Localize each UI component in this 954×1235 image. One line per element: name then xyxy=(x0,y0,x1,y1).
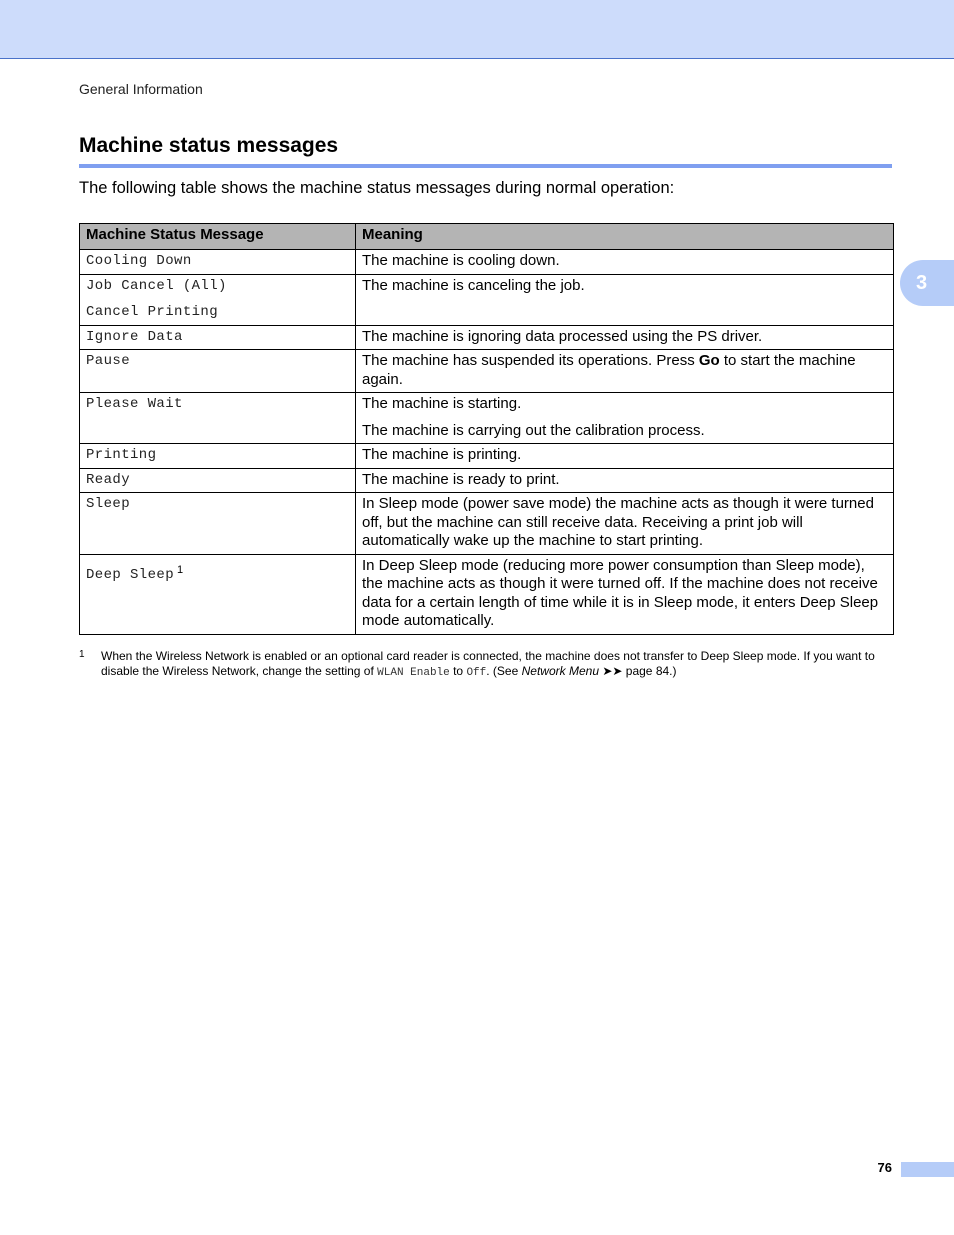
page-number: 76 xyxy=(877,1160,892,1175)
footnote xyxy=(79,649,893,681)
meaning-text: The machine is ignoring data processed using the PS driver. xyxy=(362,327,763,345)
meaning-cell xyxy=(356,554,894,634)
meaning-text-before: The machine has suspended its operations. Press xyxy=(362,352,699,369)
table-row xyxy=(80,350,894,393)
footnote-text xyxy=(101,649,893,681)
meaning-cell xyxy=(356,350,894,393)
intro-paragraph: The following table shows the machine status messages during normal operation: xyxy=(79,179,675,197)
status-message-cell xyxy=(80,554,356,634)
meaning-text: The machine is cooling down. xyxy=(362,252,560,269)
meaning-cell xyxy=(356,274,894,325)
status-table xyxy=(79,223,894,635)
status-message-cell xyxy=(80,325,356,350)
table-row xyxy=(80,250,894,275)
status-message: Sleep xyxy=(86,496,131,512)
status-message-cell xyxy=(80,350,356,393)
meaning-text: The machine is printing. xyxy=(362,446,522,463)
status-message-cell xyxy=(80,250,356,275)
status-message: Printing xyxy=(86,447,157,463)
footnote-number: 1 xyxy=(79,649,85,660)
footnote-text-1: When the Wireless Network is enabled or an optional card reader is connected, the machine does not transfer to Deep Sleep mode. If you want to disable the Wireless Network, change the setting of xyxy=(101,649,875,678)
status-message: Ignore Data xyxy=(86,328,183,345)
table-row xyxy=(80,493,894,555)
table-row xyxy=(80,444,894,469)
wlan-setting-name: WLAN Enable xyxy=(377,667,450,679)
meaning-text-after: to start the machine again. xyxy=(362,352,856,388)
status-message-text: Deep Sleep xyxy=(86,566,175,583)
footnote-text-3: . (See xyxy=(486,664,522,678)
meaning-cell xyxy=(356,493,894,555)
table-row xyxy=(80,468,894,493)
table-row xyxy=(80,325,894,350)
table-header-row xyxy=(80,224,894,250)
meaning-cell xyxy=(356,444,894,469)
meaning-cell xyxy=(356,393,894,444)
table-row xyxy=(80,554,894,634)
section-title: Machine status messages xyxy=(79,134,339,157)
meaning-text: The machine is ready to print. xyxy=(362,470,560,488)
wlan-setting-value: Off xyxy=(466,667,487,679)
column-header-meaning: Meaning xyxy=(356,224,894,250)
footnote-text-4: page 84.) xyxy=(622,664,677,678)
header-band xyxy=(0,0,954,59)
meaning-text: The machine is carrying out the calibration process. xyxy=(362,421,705,439)
meaning-cell xyxy=(356,468,894,493)
status-message: Job Cancel (All) xyxy=(86,277,227,294)
footnote-marker: 1 xyxy=(177,563,184,576)
meaning-text: The machine is starting. xyxy=(362,395,522,412)
status-message-cell xyxy=(80,493,356,555)
meaning-text: In Deep Sleep mode (reducing more power consumption than Sleep mode), the machine acts as though it were turned off. If the machine does not receive data for a certain length of time while it is in Sleep mode, it enters Deep Sleep mode automatically. xyxy=(362,556,879,629)
status-message xyxy=(86,561,349,585)
status-message-cell xyxy=(80,444,356,469)
double-arrow-icon: ➤➤ xyxy=(602,664,623,678)
title-rule xyxy=(79,164,892,168)
status-message: Pause xyxy=(86,353,131,369)
status-message-cell xyxy=(80,393,356,444)
meaning-cell xyxy=(356,325,894,350)
footnote-text-2: to xyxy=(449,664,467,678)
meaning-text: The machine is canceling the job. xyxy=(362,276,585,294)
status-message-cell xyxy=(80,274,356,325)
chapter-tab: 3 xyxy=(900,260,954,306)
status-message: Ready xyxy=(86,471,131,488)
page-tab xyxy=(901,1162,954,1177)
go-key-label: Go xyxy=(698,352,720,369)
column-header-message: Machine Status Message xyxy=(80,224,356,250)
meaning-cell xyxy=(356,250,894,275)
status-message-cell xyxy=(80,468,356,493)
status-message: Cooling Down xyxy=(86,253,192,269)
running-head: General Information xyxy=(79,81,203,97)
table-row xyxy=(80,274,894,325)
status-message: Please Wait xyxy=(86,396,183,412)
table-row xyxy=(80,393,894,444)
meaning-text: In Sleep mode (power save mode) the machine acts as though it were turned off, but the machine can still receive data. Receiving a print job will automatically wake up the machine to start printing. xyxy=(362,495,874,549)
network-menu-link[interactable]: Network Menu xyxy=(521,664,599,678)
status-message: Cancel Printing xyxy=(86,304,219,320)
